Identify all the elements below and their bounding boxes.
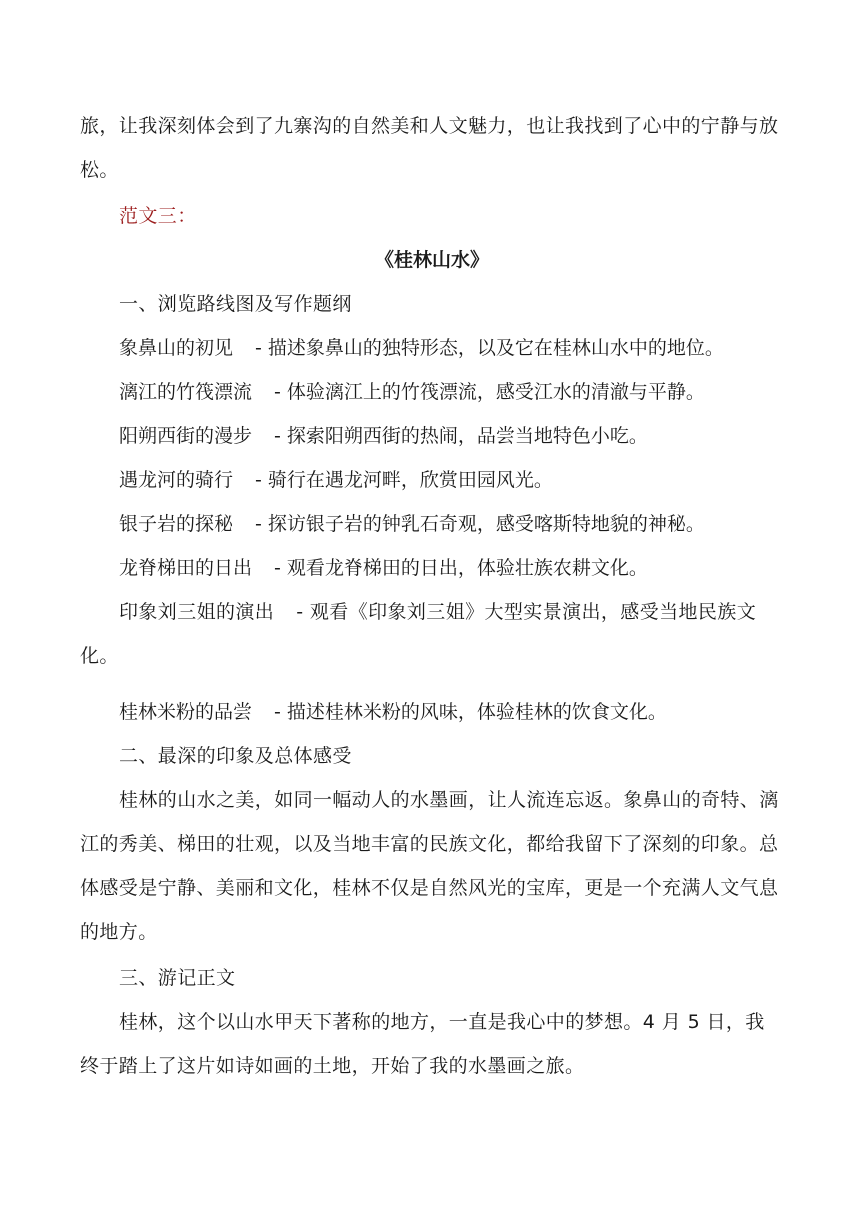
outline-item <box>119 458 553 502</box>
continuation-paragraph: 旅，让我深刻体会到了九寨沟的自然美和人文魅力，也让我找到了心中的宁静与放松。 <box>80 115 779 181</box>
outline-desc: - 骑行在遇龙河畔，欣赏田园风光。 <box>255 469 553 491</box>
section3-heading: 三、游记正文 <box>119 967 236 989</box>
outline-desc: - 体验漓江上的竹筏漂流，感受江水的清澈与平静。 <box>274 381 705 403</box>
outline-place: 桂林米粉的品尝 <box>119 701 253 723</box>
essay-title: 《桂林山水》 <box>374 249 489 271</box>
outline-item <box>119 370 705 414</box>
outline-desc: - 描述桂林米粉的风味，体验桂林的饮食文化。 <box>274 701 667 723</box>
outline-desc: - 观看龙脊梯田的日出，体验壮族农耕文化。 <box>274 557 648 579</box>
outline-desc: - 探索阳朔西街的热闹，品尝当地特色小吃。 <box>274 425 648 447</box>
outline-place: 银子岩的探秘 <box>119 513 234 535</box>
outline-desc: - 观看《印象刘三姐》大型实景演出，感受当地民族文化。 <box>80 601 757 667</box>
outline-item <box>119 502 705 546</box>
outline-place: 遇龙河的骑行 <box>119 469 234 491</box>
outline-place: 阳朔西街的漫步 <box>119 425 253 447</box>
section2-heading: 二、最深的印象及总体感受 <box>119 745 352 767</box>
outline-place: 漓江的竹筏漂流 <box>119 381 253 403</box>
outline-item <box>119 546 648 590</box>
outline-item <box>119 414 648 458</box>
example-heading: 范文三： <box>119 205 197 227</box>
outline-place: 龙脊梯田的日出 <box>119 557 253 579</box>
outline-item <box>119 690 667 734</box>
section1-heading: 一、浏览路线图及写作题纲 <box>119 293 352 315</box>
outline-desc: - 探访银子岩的钟乳石奇观，感受喀斯特地貌的神秘。 <box>255 513 705 535</box>
outline-place: 象鼻山的初见 <box>119 337 234 359</box>
outline-item-long <box>80 590 784 678</box>
outline-item <box>119 326 724 370</box>
section3-body: 桂林，这个以山水甲天下著称的地方，一直是我心中的梦想。4 月 5 日，我终于踏上了这片如诗如画的土地，开始了我的水墨画之旅。 <box>80 1011 765 1077</box>
outline-place: 印象刘三姐的演出 <box>119 601 275 623</box>
outline-desc: - 描述象鼻山的独特形态，以及它在桂林山水中的地位。 <box>255 337 724 359</box>
section2-body: 桂林的山水之美，如同一幅动人的水墨画，让人流连忘返。象鼻山的奇特、漓江的秀美、梯田的壮观，以及当地丰富的民族文化，都给我留下了深刻的印象。总体感受是宁静、美丽和文化，桂林不仅是自然风光的宝库，更是一个充满人文气息的地方。 <box>80 789 779 943</box>
